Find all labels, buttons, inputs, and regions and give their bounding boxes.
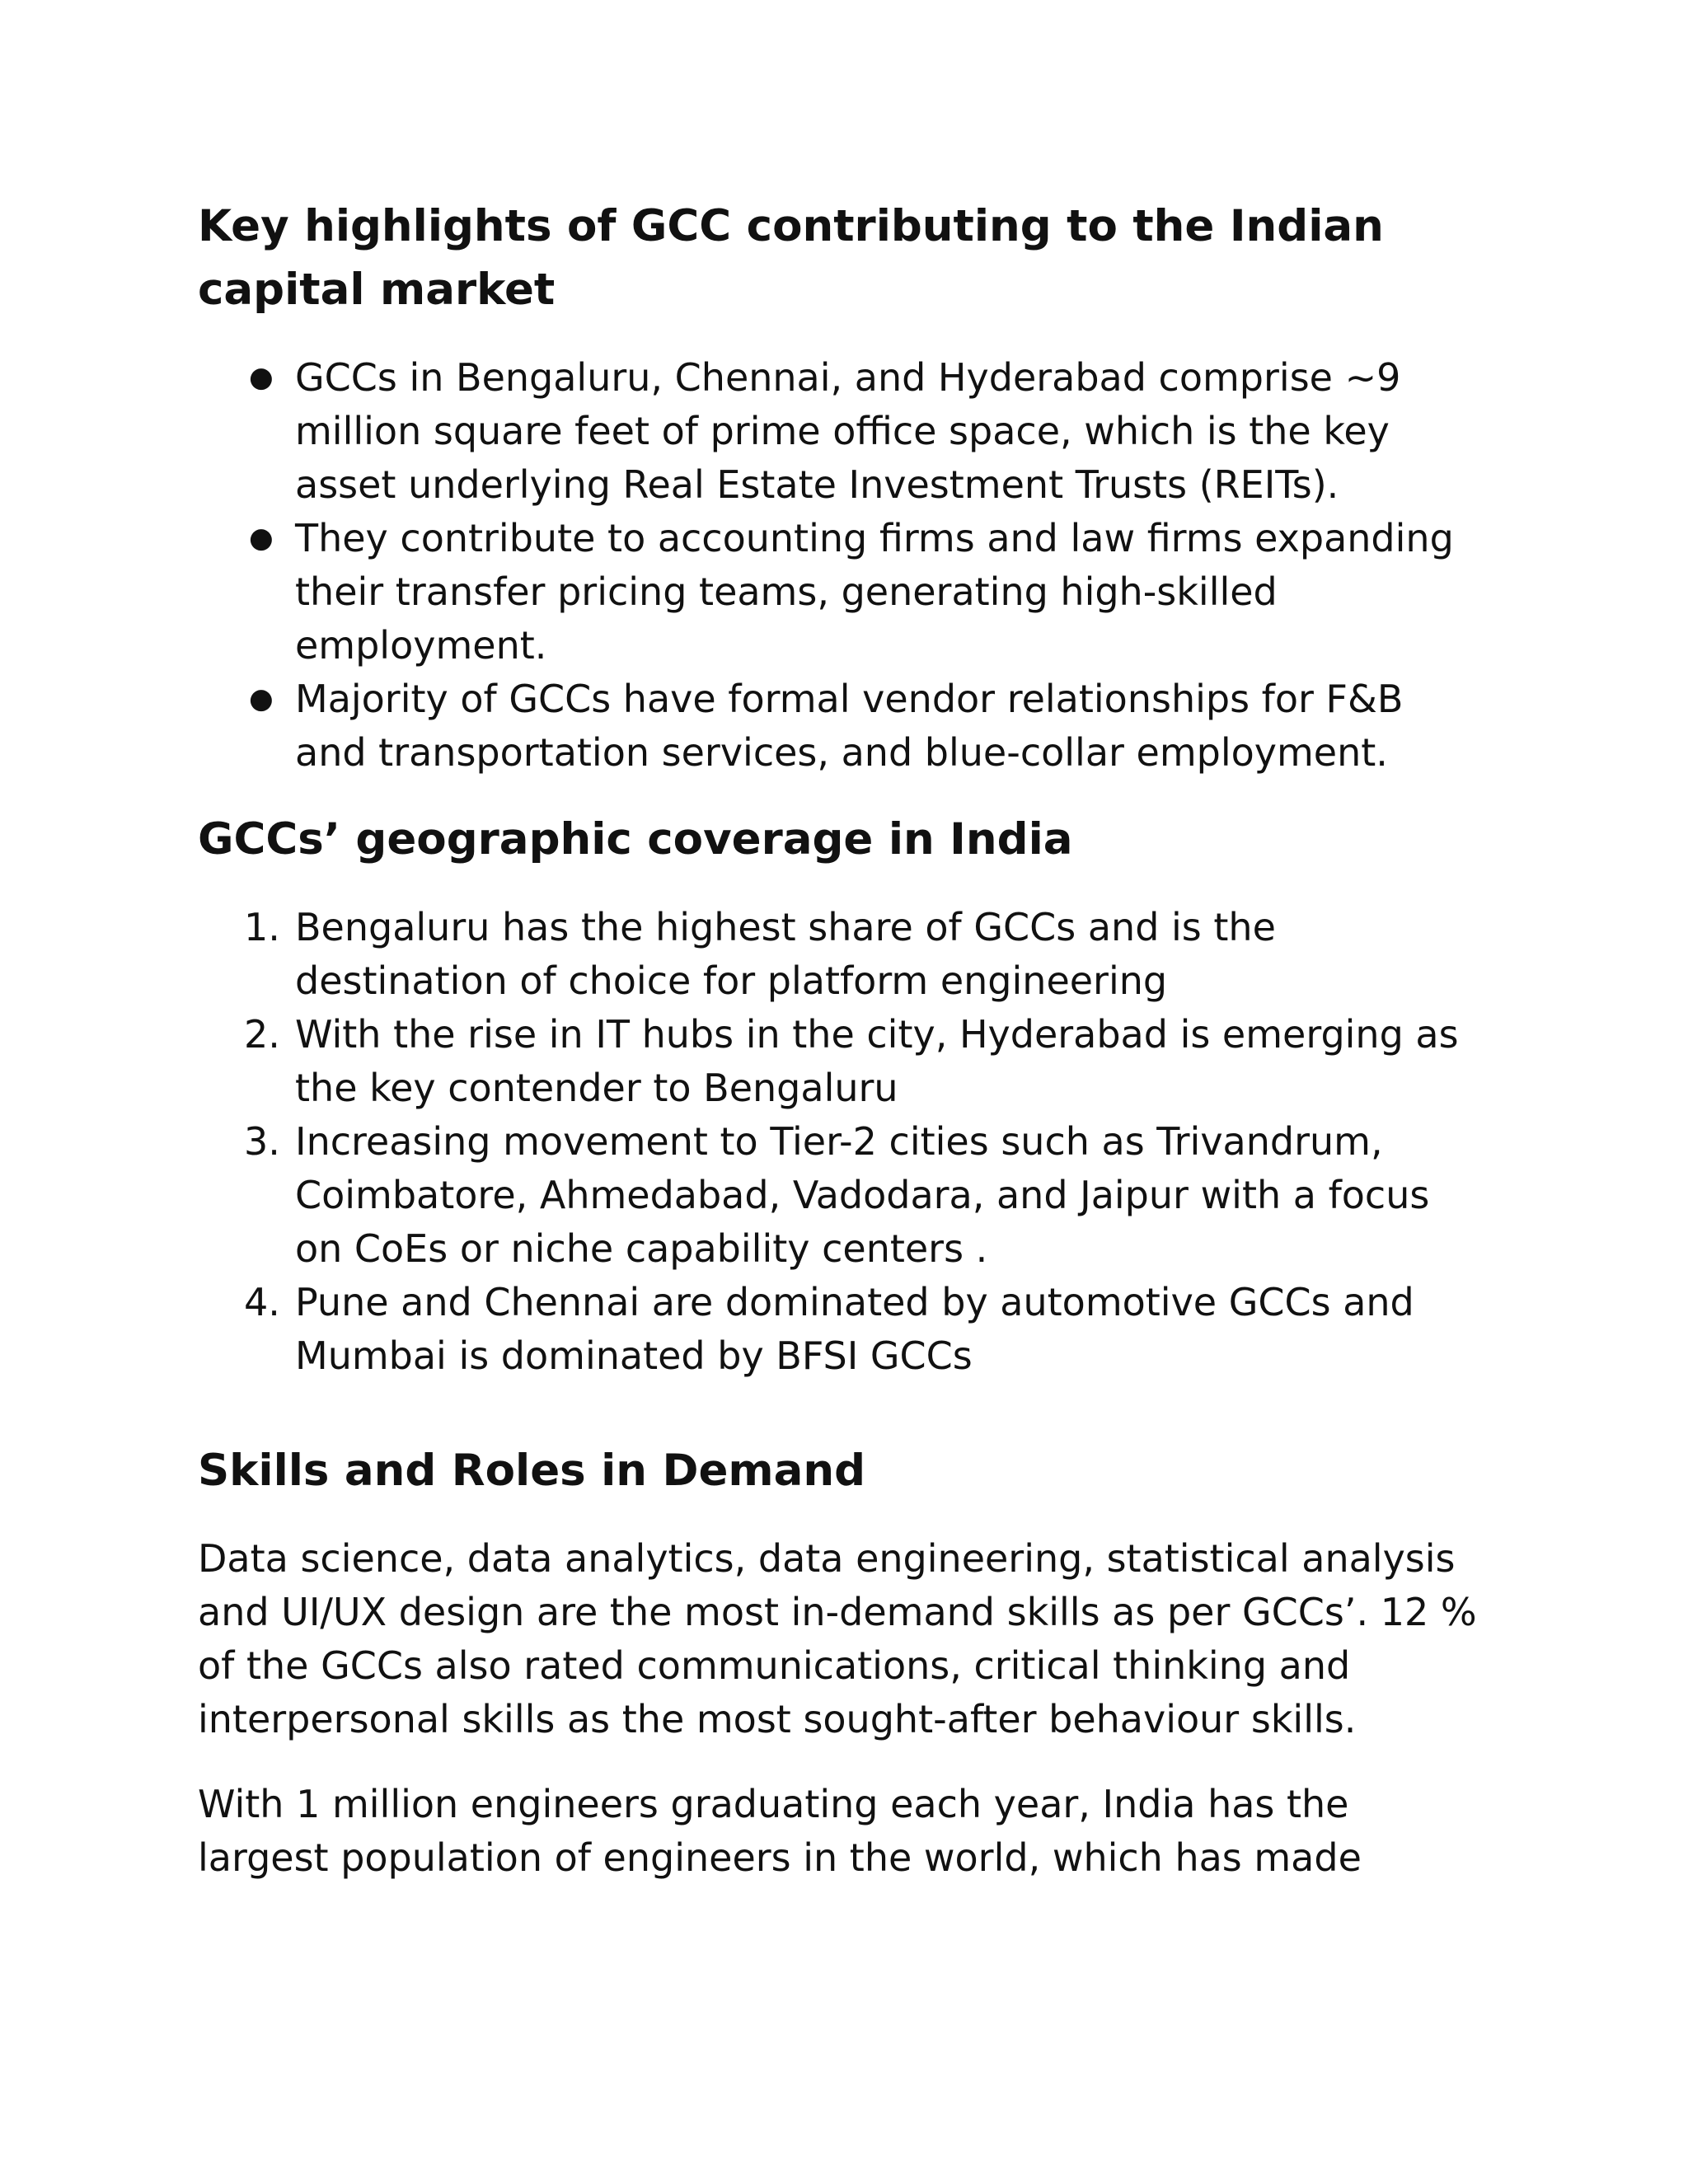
list-item bbox=[198, 901, 1484, 1008]
list-item bbox=[198, 512, 1484, 673]
engineers-paragraph: With 1 million engineers graduating each year, India has the largest population of engineers in the world, which has made bbox=[198, 1782, 1362, 1880]
bullet-icon: ● bbox=[249, 522, 274, 555]
list-item-text: Increasing movement to Tier-2 cities such as Trivandrum, Coimbatore, Ahmedabad, Vadodara, and Jaipur with a focus on CoEs or niche capability centers . bbox=[295, 1119, 1430, 1271]
bullet-icon: ● bbox=[249, 361, 274, 394]
list-item-text: Pune and Chennai are dominated by automotive GCCs and Mumbai is dominated by BFSI GCCs bbox=[295, 1280, 1414, 1378]
list-item-text: With the rise in IT hubs in the city, Hyderabad is emerging as the key contender to Bengaluru bbox=[295, 1012, 1459, 1110]
list-item bbox=[198, 1008, 1484, 1115]
document-page bbox=[198, 194, 1484, 1885]
list-item bbox=[198, 673, 1484, 780]
coverage-numbered-list bbox=[198, 901, 1484, 1383]
list-item-text: GCCs in Bengaluru, Chennai, and Hyderabad comprise ~9 million square feet of prime office space, which is the key asset underlying Real Estate Investment Trusts (REITs). bbox=[295, 355, 1401, 507]
list-number: 1. bbox=[244, 905, 280, 949]
list-item bbox=[198, 1115, 1484, 1276]
list-item bbox=[198, 1276, 1484, 1383]
list-number: 4. bbox=[244, 1280, 280, 1324]
list-item bbox=[198, 351, 1484, 512]
list-number: 3. bbox=[244, 1119, 280, 1164]
list-number: 2. bbox=[244, 1012, 280, 1057]
highlights-bullet-list bbox=[198, 351, 1484, 780]
skills-paragraph: Data science, data analytics, data engineering, statistical analysis and UI/UX design are the most in-demand skills as per GCCs’. 12 % of the GCCs also rated communications, critical thinking and interpersonal skills as the most sought-after behaviour skills. bbox=[198, 1536, 1477, 1741]
list-item-text: Bengaluru has the highest share of GCCs and is the destination of choice for platform engineering bbox=[295, 905, 1276, 1003]
section-heading-highlights: Key highlights of GCC contributing to the Indian capital market bbox=[198, 201, 1384, 315]
bullet-icon: ● bbox=[249, 682, 274, 715]
section-heading-skills: Skills and Roles in Demand bbox=[198, 1446, 866, 1496]
list-item-text: They contribute to accounting firms and law firms expanding their transfer pricing teams, generating high-skilled employment. bbox=[295, 516, 1454, 668]
list-item-text: Majority of GCCs have formal vendor relationships for F&B and transportation services, and blue-collar employment. bbox=[295, 677, 1404, 775]
section-heading-coverage: GCCs’ geographic coverage in India bbox=[198, 814, 1073, 865]
